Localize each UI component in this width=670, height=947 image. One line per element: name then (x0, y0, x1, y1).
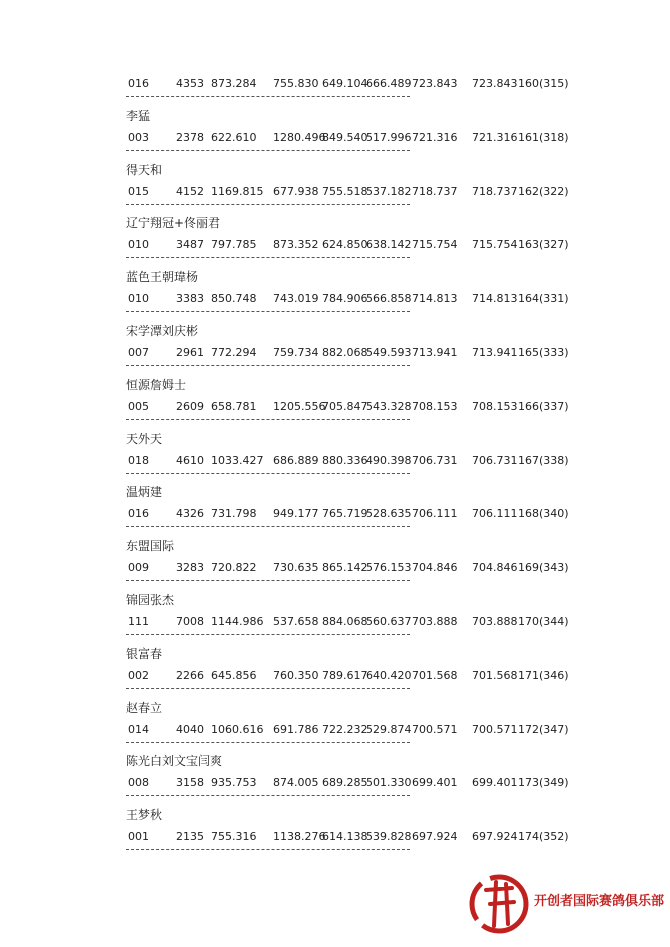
dashed-separator (126, 365, 410, 366)
record-name: 锦园张杰 (126, 593, 175, 607)
record-value: 4040 (176, 722, 204, 736)
record-value: 718.737 (412, 184, 458, 198)
record-value: 706.731 (472, 453, 518, 467)
record-value: 1144.986 (211, 615, 264, 628)
dashed-separator (126, 742, 410, 743)
record-value: 529.874 (366, 722, 412, 736)
record-value: 016 (128, 507, 149, 521)
record-value: 797.785 (211, 238, 257, 252)
record-value: 723.843 (472, 77, 518, 90)
record-value: 009 (128, 561, 149, 575)
record-value: 015 (128, 184, 149, 198)
record-value: 622.610 (211, 130, 257, 144)
record-value: 007 (128, 346, 149, 359)
record-value: 759.734 (273, 346, 319, 359)
record-value: 721.316 (412, 130, 458, 144)
record-value: 528.635 (366, 507, 412, 521)
record-value: 699.401 (412, 776, 458, 790)
record-value: 718.737 (472, 184, 518, 198)
dashed-separator (126, 473, 410, 474)
record-value: 731.798 (211, 507, 257, 521)
record-value: 884.068 (322, 615, 368, 628)
record-value: 703.888 (412, 615, 458, 628)
record-value: 614.138 (322, 830, 368, 844)
record-value: 168(340) (518, 507, 569, 521)
record-value: 677.938 (273, 184, 319, 198)
record-value: 640.420 (366, 668, 412, 682)
record-value: 935.753 (211, 776, 257, 790)
record-name: 东盟国际 (126, 539, 175, 554)
record-value: 850.748 (211, 292, 257, 306)
record-value: 174(352) (518, 830, 569, 844)
record-value: 713.941 (412, 346, 458, 359)
record-value: 699.401 (472, 776, 518, 790)
record-block (126, 155, 646, 207)
record-block (126, 370, 646, 422)
record-value: 697.924 (472, 830, 518, 844)
record-value: 772.294 (211, 346, 257, 359)
record-value: 873.352 (273, 238, 319, 252)
record-value: 2266 (176, 668, 204, 682)
record-value: 010 (128, 238, 149, 252)
record-block (126, 208, 646, 260)
record-value: 708.153 (412, 399, 458, 413)
record-value: 849.540 (322, 130, 368, 144)
record-value: 3383 (176, 292, 204, 306)
record-value: 874.005 (273, 776, 319, 790)
record-value: 700.571 (472, 722, 518, 736)
club-seal-icon (468, 868, 530, 938)
record-value: 713.941 (472, 346, 518, 359)
record-value: 715.754 (472, 238, 518, 252)
record-value: 2961 (176, 346, 204, 359)
record-block (126, 47, 646, 99)
record-value: 549.593 (366, 346, 412, 359)
record-value: 704.846 (472, 561, 518, 575)
record-name: 陈光白刘文宝闫爽 (126, 754, 223, 769)
record-block (126, 800, 646, 852)
record-value: 755.518 (322, 184, 368, 198)
record-value: 704.846 (412, 561, 458, 575)
record-value: 4152 (176, 184, 204, 198)
record-block (126, 262, 646, 314)
club-logo (468, 868, 668, 938)
record-block (126, 746, 646, 798)
record-value: 706.111 (472, 507, 518, 521)
record-value: 3283 (176, 561, 204, 575)
record-value: 666.489 (366, 77, 412, 90)
record-name: 辽宁翔冠+佟丽君 (126, 216, 221, 231)
record-value: 111 (128, 615, 149, 628)
record-value: 173(349) (518, 776, 569, 790)
record-value: 697.924 (412, 830, 458, 844)
record-name: 温炳建 (126, 485, 163, 500)
dashed-separator (126, 580, 410, 581)
record-value: 165(333) (518, 346, 569, 359)
record-value: 167(338) (518, 453, 569, 467)
record-value: 714.813 (412, 292, 458, 306)
record-value: 765.719 (322, 507, 368, 521)
dashed-separator (126, 150, 410, 151)
record-value: 016 (128, 77, 149, 90)
record-value: 161(318) (518, 130, 569, 144)
record-value: 517.996 (366, 130, 412, 144)
dashed-separator (126, 96, 410, 97)
record-value: 705.847 (322, 399, 368, 413)
record-value: 689.285 (322, 776, 368, 790)
record-block (126, 316, 646, 368)
record-value: 537.182 (366, 184, 412, 198)
record-value: 721.316 (472, 130, 518, 144)
record-value: 172(347) (518, 722, 569, 736)
dashed-separator (126, 311, 410, 312)
record-value: 722.232 (322, 722, 368, 736)
record-value: 645.856 (211, 668, 257, 682)
record-value: 686.889 (273, 453, 319, 467)
record-value: 789.617 (322, 668, 368, 682)
dashed-separator (126, 257, 410, 258)
record-block (126, 424, 646, 476)
record-value: 539.828 (366, 830, 412, 844)
record-value: 3487 (176, 238, 204, 252)
record-value: 949.177 (273, 507, 319, 521)
record-value: 2378 (176, 130, 204, 144)
record-value: 010 (128, 292, 149, 306)
record-name: 得天和 (126, 162, 163, 177)
record-name: 宋学潭刘庆彬 (126, 324, 199, 338)
record-value: 4326 (176, 507, 204, 521)
record-value: 723.843 (412, 77, 458, 90)
record-block (126, 585, 646, 637)
record-value: 008 (128, 776, 149, 790)
record-value: 701.568 (472, 668, 518, 682)
record-value: 706.111 (412, 507, 458, 521)
record-value: 1033.427 (211, 453, 264, 467)
record-value: 714.813 (472, 292, 518, 306)
record-value: 014 (128, 722, 149, 736)
record-value: 2135 (176, 830, 204, 844)
record-value: 1138.276 (273, 830, 326, 844)
record-value: 163(327) (518, 238, 569, 252)
record-value: 169(343) (518, 561, 569, 575)
record-value: 1205.556 (273, 399, 326, 413)
record-value: 576.153 (366, 561, 412, 575)
record-value: 730.635 (273, 561, 319, 575)
record-value: 160(315) (518, 77, 569, 90)
record-value: 537.658 (273, 615, 319, 628)
record-value: 566.858 (366, 292, 412, 306)
record-value: 501.330 (366, 776, 412, 790)
record-value: 638.142 (366, 238, 412, 252)
record-value: 708.153 (472, 399, 518, 413)
record-value: 880.336 (322, 453, 368, 467)
record-value: 018 (128, 453, 149, 467)
record-value: 1280.496 (273, 130, 326, 144)
dashed-separator (126, 688, 410, 689)
record-name: 李猛 (126, 108, 151, 123)
dashed-separator (126, 419, 410, 420)
record-block (126, 101, 646, 153)
record-value: 691.786 (273, 722, 319, 736)
record-name: 银富春 (126, 646, 163, 661)
record-value: 162(322) (518, 184, 569, 198)
record-block (126, 477, 646, 529)
record-value: 1169.815 (211, 184, 264, 198)
record-value: 873.284 (211, 77, 257, 90)
record-name: 王梦秋 (126, 808, 163, 823)
record-value: 755.316 (211, 830, 257, 844)
record-value: 760.350 (273, 668, 319, 682)
record-value: 005 (128, 399, 149, 413)
record-value: 703.888 (472, 615, 518, 628)
record-value: 784.906 (322, 292, 368, 306)
record-value: 560.637 (366, 615, 412, 628)
dashed-separator (126, 795, 410, 796)
record-value: 720.822 (211, 561, 257, 575)
record-value: 4610 (176, 453, 204, 467)
record-block (126, 693, 646, 745)
record-name: 赵春立 (126, 700, 163, 715)
record-value: 882.068 (322, 346, 368, 359)
dashed-separator (126, 204, 410, 205)
record-value: 170(344) (518, 615, 569, 628)
record-value: 743.019 (273, 292, 319, 306)
record-name: 蓝色王朝瑋杨 (126, 270, 199, 285)
record-value: 003 (128, 130, 149, 144)
record-value: 1060.616 (211, 722, 264, 736)
club-name: 开创者国际赛鸽俱乐部 (534, 894, 665, 909)
record-value: 166(337) (518, 399, 569, 413)
record-value: 002 (128, 668, 149, 682)
record-value: 755.830 (273, 77, 319, 90)
record-value: 658.781 (211, 399, 257, 413)
record-value: 700.571 (412, 722, 458, 736)
dashed-separator (126, 634, 410, 635)
dashed-separator (126, 526, 410, 527)
record-value: 164(331) (518, 292, 569, 306)
record-name: 天外天 (126, 431, 163, 446)
record-value: 701.568 (412, 668, 458, 682)
record-value: 715.754 (412, 238, 458, 252)
record-value: 7008 (176, 615, 204, 628)
record-value: 171(346) (518, 668, 569, 682)
record-block (126, 639, 646, 691)
record-value: 543.328 (366, 399, 412, 413)
record-value: 624.850 (322, 238, 368, 252)
dashed-separator (126, 849, 410, 850)
record-block (126, 531, 646, 583)
record-value: 649.104 (322, 77, 368, 90)
record-value: 490.398 (366, 453, 412, 467)
record-value: 2609 (176, 399, 204, 413)
record-value: 001 (128, 830, 149, 844)
record-value: 4353 (176, 77, 204, 90)
record-name: 恒源詹姆士 (126, 377, 187, 392)
record-value: 865.142 (322, 561, 368, 575)
record-value: 3158 (176, 776, 204, 790)
record-value: 706.731 (412, 453, 458, 467)
